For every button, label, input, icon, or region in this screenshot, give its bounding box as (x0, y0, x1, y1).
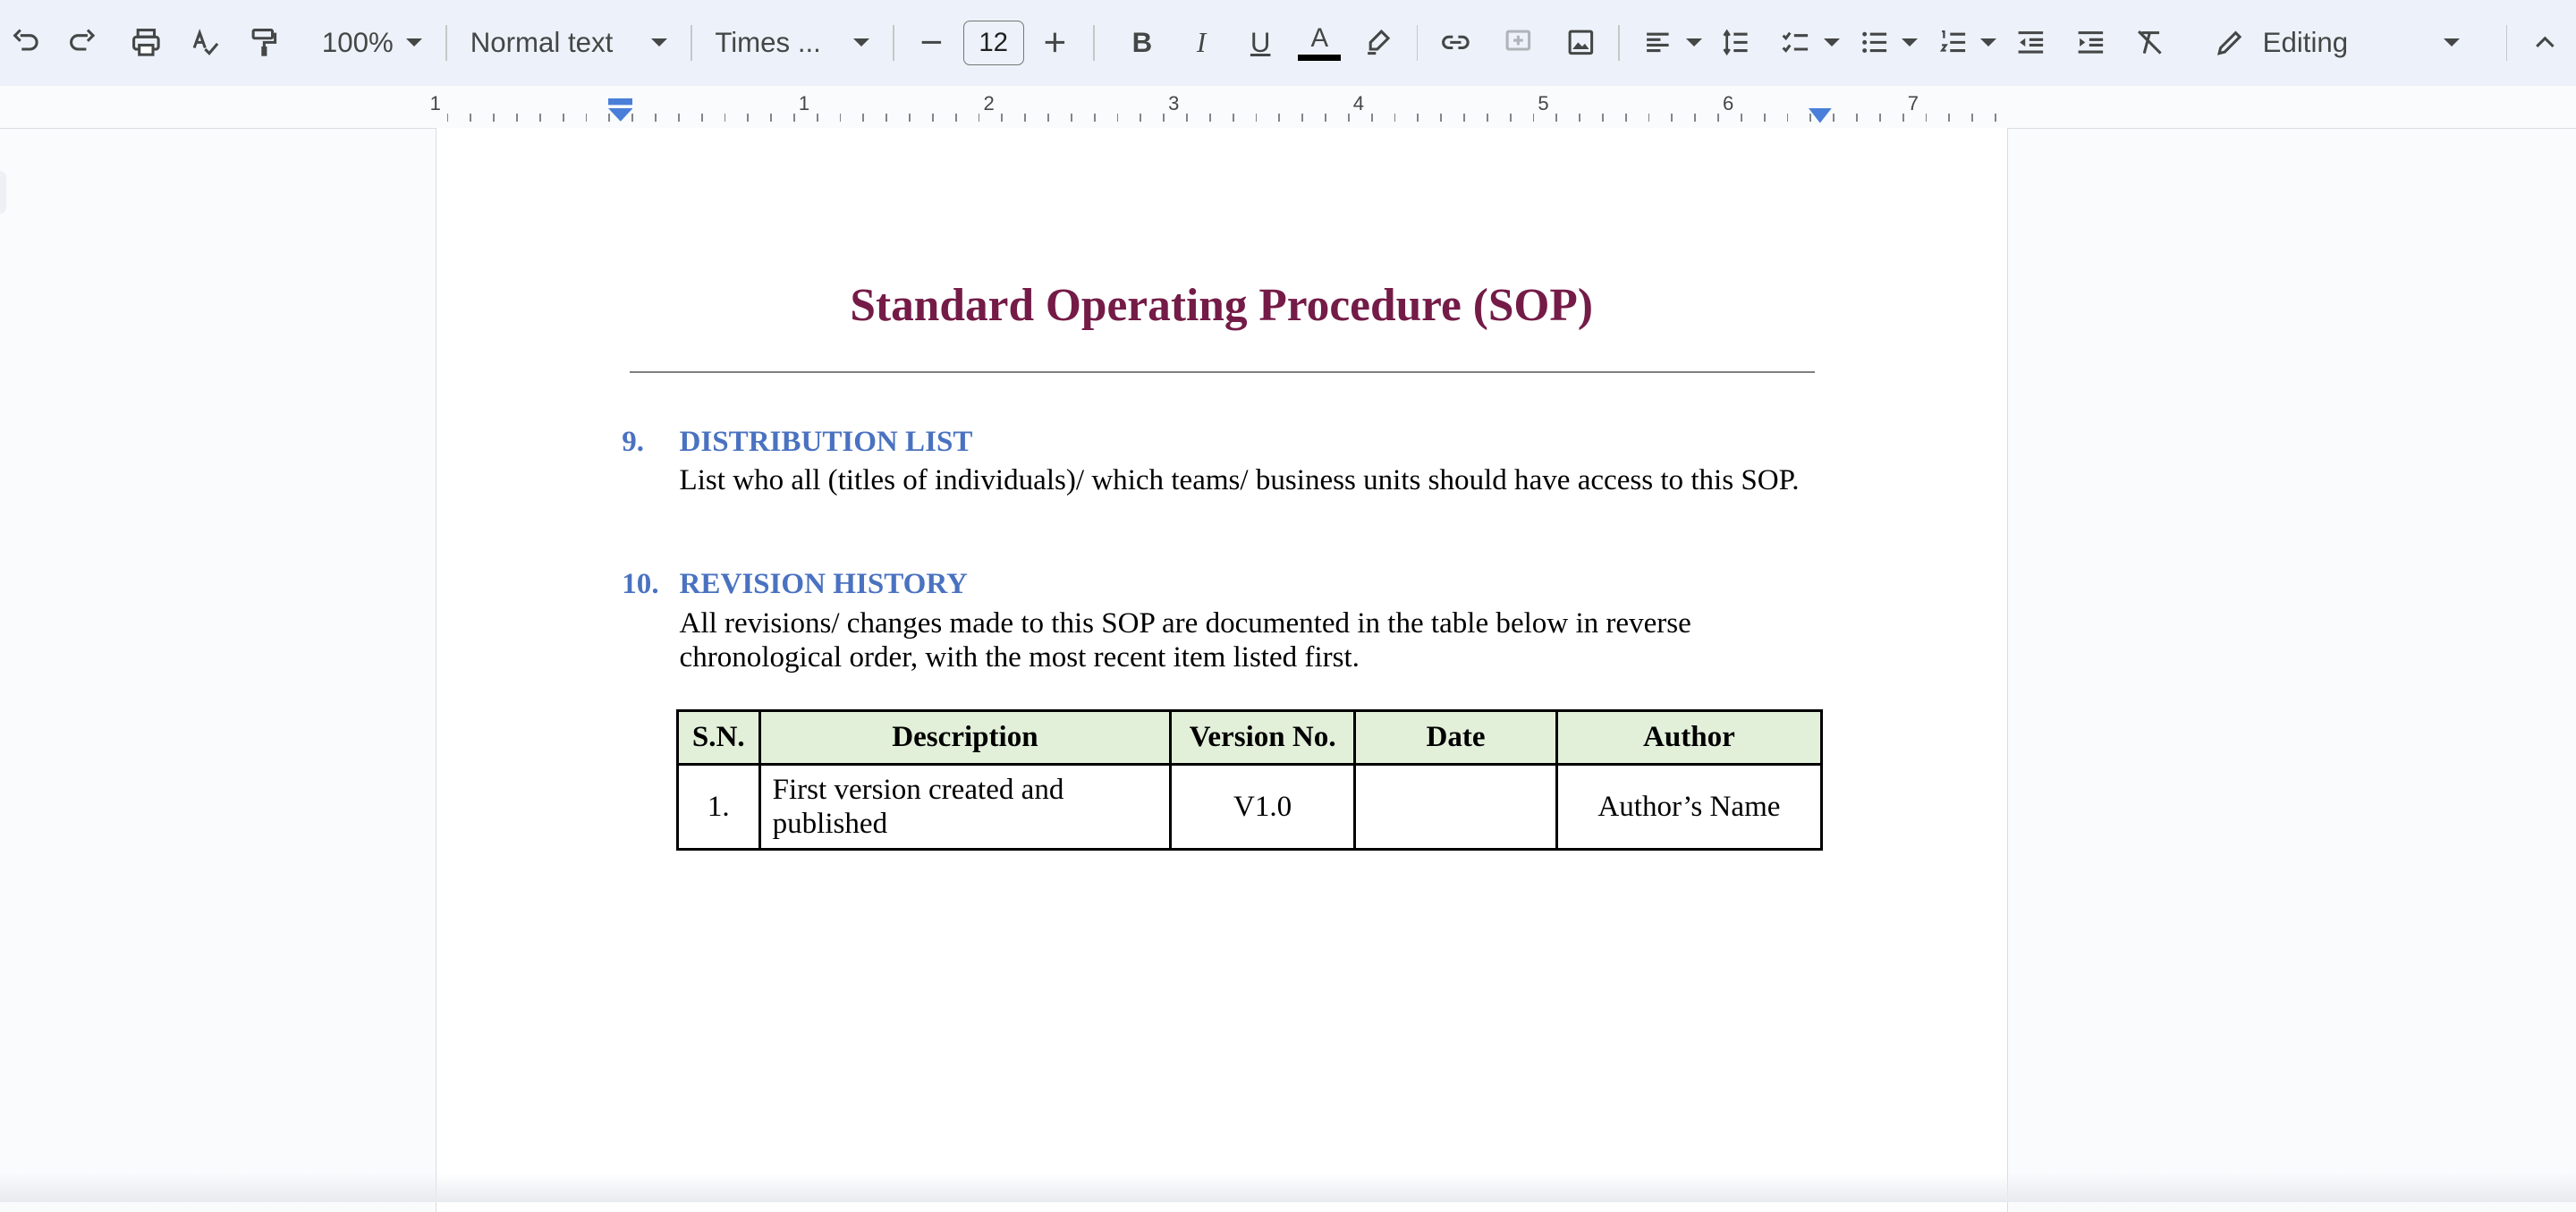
ruler-tick (909, 114, 911, 122)
chevron-down-icon[interactable] (1824, 38, 1840, 47)
font-size-input[interactable]: 12 (963, 21, 1024, 65)
ruler-tick (1163, 114, 1165, 122)
ruler-tick (1995, 114, 1996, 122)
ruler-tick (1625, 114, 1627, 122)
ruler-tick (493, 114, 495, 122)
divider (1618, 25, 1620, 61)
zoom-value: 100% (321, 26, 394, 58)
document-title: Standard Operating Procedure (SOP) (850, 280, 1593, 332)
link-icon[interactable] (1431, 16, 1480, 69)
ruler-tick (563, 114, 564, 122)
checklist-icon[interactable] (1771, 16, 1820, 69)
ruler-tick (1325, 114, 1326, 122)
ruler-label: 4 (1352, 91, 1365, 114)
table-row (677, 765, 1821, 850)
font-select[interactable] (705, 16, 879, 69)
table-cell[interactable]: V1.0 (1171, 765, 1355, 850)
table-header-row (677, 711, 1821, 765)
ruler-tick (1579, 114, 1580, 122)
ruler-tick (447, 114, 449, 122)
spellcheck-icon[interactable] (181, 16, 230, 69)
table-header-cell[interactable]: S.N. (677, 711, 759, 765)
document-page[interactable] (436, 128, 2008, 1212)
section-number: 10. (622, 568, 659, 601)
ruler-tick (1555, 114, 1557, 122)
undo-icon[interactable] (0, 16, 49, 69)
ruler-tick (1787, 114, 1789, 122)
section-number: 9. (622, 425, 645, 458)
ruler-tick (1879, 114, 1881, 122)
underline-button[interactable]: U (1250, 26, 1271, 58)
pencil-icon (2214, 26, 2247, 59)
ruler-tick (1348, 114, 1350, 122)
ruler-tick (1440, 114, 1442, 122)
ruler-track (429, 91, 2006, 125)
editing-mode-button[interactable] (2190, 13, 2483, 72)
ruler-tick (1717, 114, 1719, 122)
table-header-cell[interactable]: Description (759, 711, 1170, 765)
ruler-label: 6 (1723, 91, 1734, 114)
ruler-label: 5 (1538, 91, 1549, 114)
chevron-down-icon[interactable] (1686, 38, 1702, 47)
decrease-font-size-button[interactable] (907, 16, 956, 69)
ruler-tick (1047, 114, 1049, 122)
ruler-tick (1902, 114, 1904, 122)
ruler-tick (1394, 114, 1396, 122)
divider (2506, 25, 2508, 61)
bottom-shadow (0, 1173, 2576, 1202)
table-header-cell[interactable]: Version No. (1171, 711, 1355, 765)
ruler-tick (1301, 114, 1303, 122)
ruler-tick (1833, 114, 1835, 122)
editing-mode-label: Editing (2262, 26, 2349, 58)
ruler-tick (1926, 114, 1928, 122)
collapse-menus-icon[interactable] (2521, 16, 2570, 69)
ruler-tick (586, 114, 588, 122)
style-value: Normal text (470, 26, 614, 58)
divider (1093, 25, 1095, 61)
text-color-letter: A (1310, 22, 1329, 53)
increase-font-size-button[interactable] (1030, 16, 1080, 69)
font-value: Times ... (715, 26, 821, 58)
right-indent-marker-icon[interactable] (1809, 108, 1832, 124)
ruler-tick (1948, 114, 1950, 122)
italic-button[interactable]: I (1196, 26, 1207, 58)
ruler-tick (1140, 114, 1141, 122)
ruler-label: 1 (429, 91, 441, 114)
paint-format-icon[interactable] (240, 16, 289, 69)
ruler-tick (1417, 114, 1419, 122)
table-cell[interactable] (1354, 765, 1556, 850)
decrease-indent-icon[interactable] (2006, 16, 2055, 69)
ruler-tick (1371, 114, 1373, 122)
table-cell[interactable]: 1. (677, 765, 759, 850)
ruler-tick (1186, 114, 1188, 122)
ruler-tick (817, 114, 818, 122)
numbered-list-icon[interactable] (1928, 16, 1977, 69)
add-comment-icon[interactable] (1494, 16, 1543, 69)
section-heading: DISTRIBUTION LIST (679, 425, 973, 458)
ruler-tick (1463, 114, 1465, 122)
section-heading: REVISION HISTORY (679, 568, 968, 601)
ruler-tick (655, 114, 657, 122)
chevron-down-icon (651, 38, 667, 47)
ruler-tick (955, 114, 957, 122)
ruler-label: 7 (1907, 91, 1919, 114)
ruler-tick (1024, 114, 1026, 122)
align-left-icon[interactable] (1633, 16, 1682, 69)
table-cell[interactable]: First version created and published (759, 765, 1170, 850)
zoom-select[interactable] (312, 16, 433, 69)
ruler-tick (862, 114, 864, 122)
ruler-tick (770, 114, 772, 122)
ruler-tick (724, 114, 726, 122)
line-spacing-icon[interactable] (1712, 16, 1761, 69)
clear-formatting-icon[interactable] (2124, 16, 2174, 69)
outline-tab[interactable] (0, 171, 6, 214)
ruler-tick (747, 114, 749, 122)
ruler-tick (1602, 114, 1604, 122)
increase-indent-icon[interactable] (2065, 16, 2114, 69)
ruler-label: 1 (798, 91, 810, 114)
ruler-label: 2 (983, 91, 995, 114)
horizontal-rule (630, 371, 1814, 373)
section-body: List who all (titles of individuals)/ which teams/ business units should have access to this SOP. (679, 463, 1800, 496)
ruler-tick (701, 114, 703, 122)
highlight-icon[interactable] (1354, 16, 1403, 69)
revision-history-table[interactable] (676, 709, 1823, 851)
divider (1417, 25, 1419, 61)
text-color-button[interactable] (1295, 16, 1344, 69)
chevron-down-icon[interactable] (1902, 38, 1918, 47)
bold-button[interactable]: B (1131, 26, 1153, 58)
table-header-cell[interactable]: Date (1354, 711, 1556, 765)
ruler-tick (1209, 114, 1211, 122)
ruler-tick (1117, 114, 1119, 122)
ruler-tick (1694, 114, 1696, 122)
table-header-cell[interactable]: Author (1557, 711, 1822, 765)
ruler-tick (678, 114, 680, 122)
ruler-tick (1094, 114, 1096, 122)
divider (893, 25, 894, 61)
chevron-down-icon[interactable] (1980, 38, 1996, 47)
ruler-tick (1533, 114, 1535, 122)
bulleted-list-icon[interactable] (1850, 16, 1899, 69)
print-icon[interactable] (122, 16, 171, 69)
ruler-tick (1487, 114, 1488, 122)
ruler-label: 3 (1168, 91, 1180, 114)
ruler-tick (1764, 114, 1766, 122)
ruler-tick (1971, 114, 1973, 122)
section-body: All revisions/ changes made to this SOP are documented in the table below in reverse chronological order, with the most recent item listed first. (679, 606, 1691, 674)
horizontal-ruler[interactable] (0, 86, 2576, 130)
ruler-tick (1071, 114, 1072, 122)
ruler-tick (979, 114, 980, 122)
chevron-down-icon (2444, 38, 2460, 47)
chevron-down-icon (853, 38, 869, 47)
table-cell[interactable]: Author’s Name (1557, 765, 1822, 850)
ruler-tick (1233, 114, 1234, 122)
left-indent-marker-icon[interactable] (608, 98, 633, 124)
ruler-tick (1278, 114, 1280, 122)
ruler-tick (1256, 114, 1258, 122)
ruler-tick (1856, 114, 1858, 122)
redo-icon[interactable] (59, 16, 108, 69)
divider (445, 25, 447, 61)
text-color-swatch (1298, 55, 1341, 61)
divider (691, 25, 692, 61)
ruler-tick (516, 114, 518, 122)
ruler-tick (1671, 114, 1673, 122)
style-select[interactable] (461, 16, 677, 69)
ruler-tick (539, 114, 541, 122)
insert-image-icon[interactable] (1556, 16, 1606, 69)
ruler-tick (1741, 114, 1742, 122)
ruler-tick (1648, 114, 1650, 122)
ruler-tick (1001, 114, 1003, 122)
chevron-down-icon (406, 38, 422, 47)
ruler-tick (1510, 114, 1512, 122)
ruler-tick (886, 114, 887, 122)
toolbar (0, 0, 2576, 86)
ruler-tick (793, 114, 795, 122)
ruler-tick (840, 114, 842, 122)
ruler-tick (470, 114, 471, 122)
ruler-tick (932, 114, 934, 122)
